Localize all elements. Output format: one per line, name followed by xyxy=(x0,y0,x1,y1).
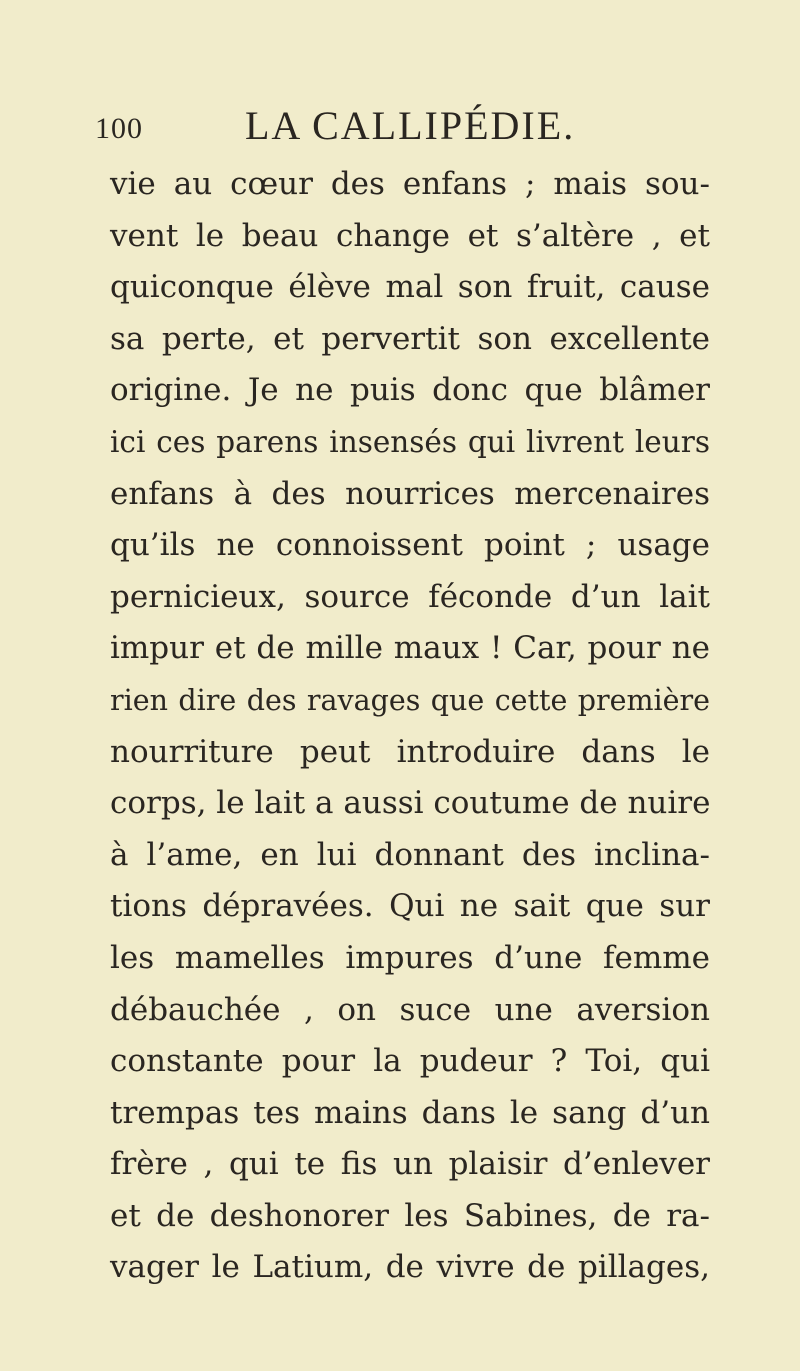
text-line: enfans à des nourrices mercenaires xyxy=(110,475,710,512)
text-line: tions dépravées. Qui ne sait que sur xyxy=(110,888,710,925)
text-line: qu’ils ne connoissent point ; usage xyxy=(110,527,710,564)
text-line: quiconque élève mal son fruit, cause xyxy=(110,269,710,306)
text-line: corps, le lait a aussi coutume de nuire xyxy=(110,785,711,822)
text-line: constante pour la pudeur ? Toi, qui xyxy=(110,1043,710,1080)
text-line: frère , qui te fis un plaisir d’enlever xyxy=(110,1146,710,1183)
text-line: vie au cœur des enfans ; mais sou- xyxy=(110,166,710,202)
text-line: débauchée , on suce une aversion xyxy=(110,991,710,1028)
text-line: ici ces parens insensés qui livrent leurs xyxy=(110,424,710,459)
text-line: vager le Latium, de vivre de pillages, xyxy=(110,1249,710,1286)
text-line: et de deshonorer les Sabines, de ra- xyxy=(110,1197,710,1234)
running-title: LA CALLIPÉDIE. xyxy=(245,103,576,148)
page-header xyxy=(95,100,715,160)
text-line: nourriture peut introduire dans le xyxy=(110,733,710,770)
text-line: à l’ame, en lui donnant des inclina- xyxy=(110,836,710,873)
text-line: rien dire des ravages que cette première xyxy=(110,683,710,717)
text-line: trempas tes mains dans le sang d’un xyxy=(110,1094,710,1131)
text-line: origine. Je ne puis donc que blâmer xyxy=(110,372,710,409)
text-line: pernicieux, source féconde d’un lait xyxy=(110,578,710,615)
text-line: impur et de mille maux ! Car, pour ne xyxy=(110,630,710,667)
text-line: les mamelles impures d’une femme xyxy=(110,939,710,976)
page-number: 100 xyxy=(95,112,143,145)
text-line: sa perte, et pervertit son excellente xyxy=(110,320,710,357)
text-line: vent le beau change et s’altère , et xyxy=(110,217,710,254)
body-text xyxy=(110,159,710,1294)
